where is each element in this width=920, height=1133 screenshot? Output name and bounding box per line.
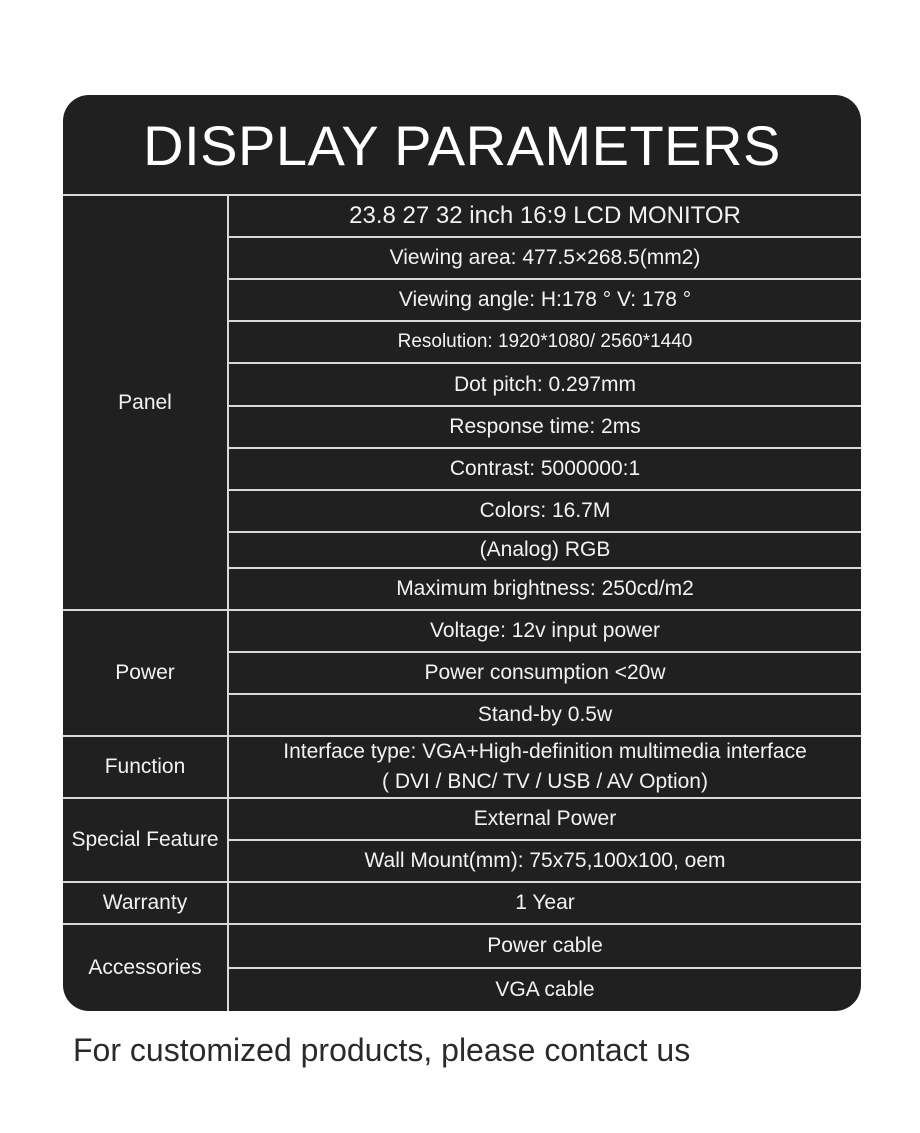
card-title: DISPLAY PARAMETERS xyxy=(143,113,781,177)
category-panel: Panel xyxy=(118,390,172,414)
spec-row: VGA cable xyxy=(495,978,595,1001)
spec-row: Power consumption <20w xyxy=(424,661,666,684)
category-warranty: Warranty xyxy=(102,891,188,914)
category-power: Power xyxy=(115,661,175,684)
spec-row: 23.8 27 32 inch 16:9 LCD MONITOR xyxy=(349,202,741,229)
spec-row: Maximum brightness: 250cd/m2 xyxy=(396,577,694,600)
spec-row: Viewing angle: H:178 ° V: 178 ° xyxy=(398,288,692,311)
category-special-feature: Special Feature xyxy=(71,828,219,851)
category-function: Function xyxy=(104,755,186,778)
spec-row: External Power xyxy=(473,807,617,830)
spec-row: Resolution: 1920*1080/ 2560*1440 xyxy=(397,331,693,352)
spec-row-function xyxy=(229,737,861,797)
spec-row: Dot pitch: 0.297mm xyxy=(453,372,637,396)
spec-row: Response time: 2ms xyxy=(449,415,641,438)
spec-row: Viewing area: 477.5×268.5(mm2) xyxy=(389,246,701,269)
display-parameters-card xyxy=(63,95,861,1011)
spec-row: Wall Mount(mm): 75x75,100x100, oem xyxy=(364,849,726,872)
spec-row: Power cable xyxy=(487,934,603,957)
footer-note: For customized products, please contact us xyxy=(73,1032,691,1068)
spec-row: Colors: 16.7M xyxy=(479,499,611,522)
spec-row: 1 Year xyxy=(515,891,575,914)
spec-row: Stand-by 0.5w xyxy=(477,703,613,726)
category-accessories: Accessories xyxy=(88,956,202,979)
spec-row: (Analog) RGB xyxy=(479,538,611,561)
spec-row: Voltage: 12v input power xyxy=(430,619,660,642)
function-line-1: Interface type: VGA+High-definition multimedia interface xyxy=(283,740,807,763)
function-line-2: ( DVI / BNC/ TV / USB / AV Option) xyxy=(382,770,708,793)
spec-row: Contrast: 5000000:1 xyxy=(449,457,641,480)
